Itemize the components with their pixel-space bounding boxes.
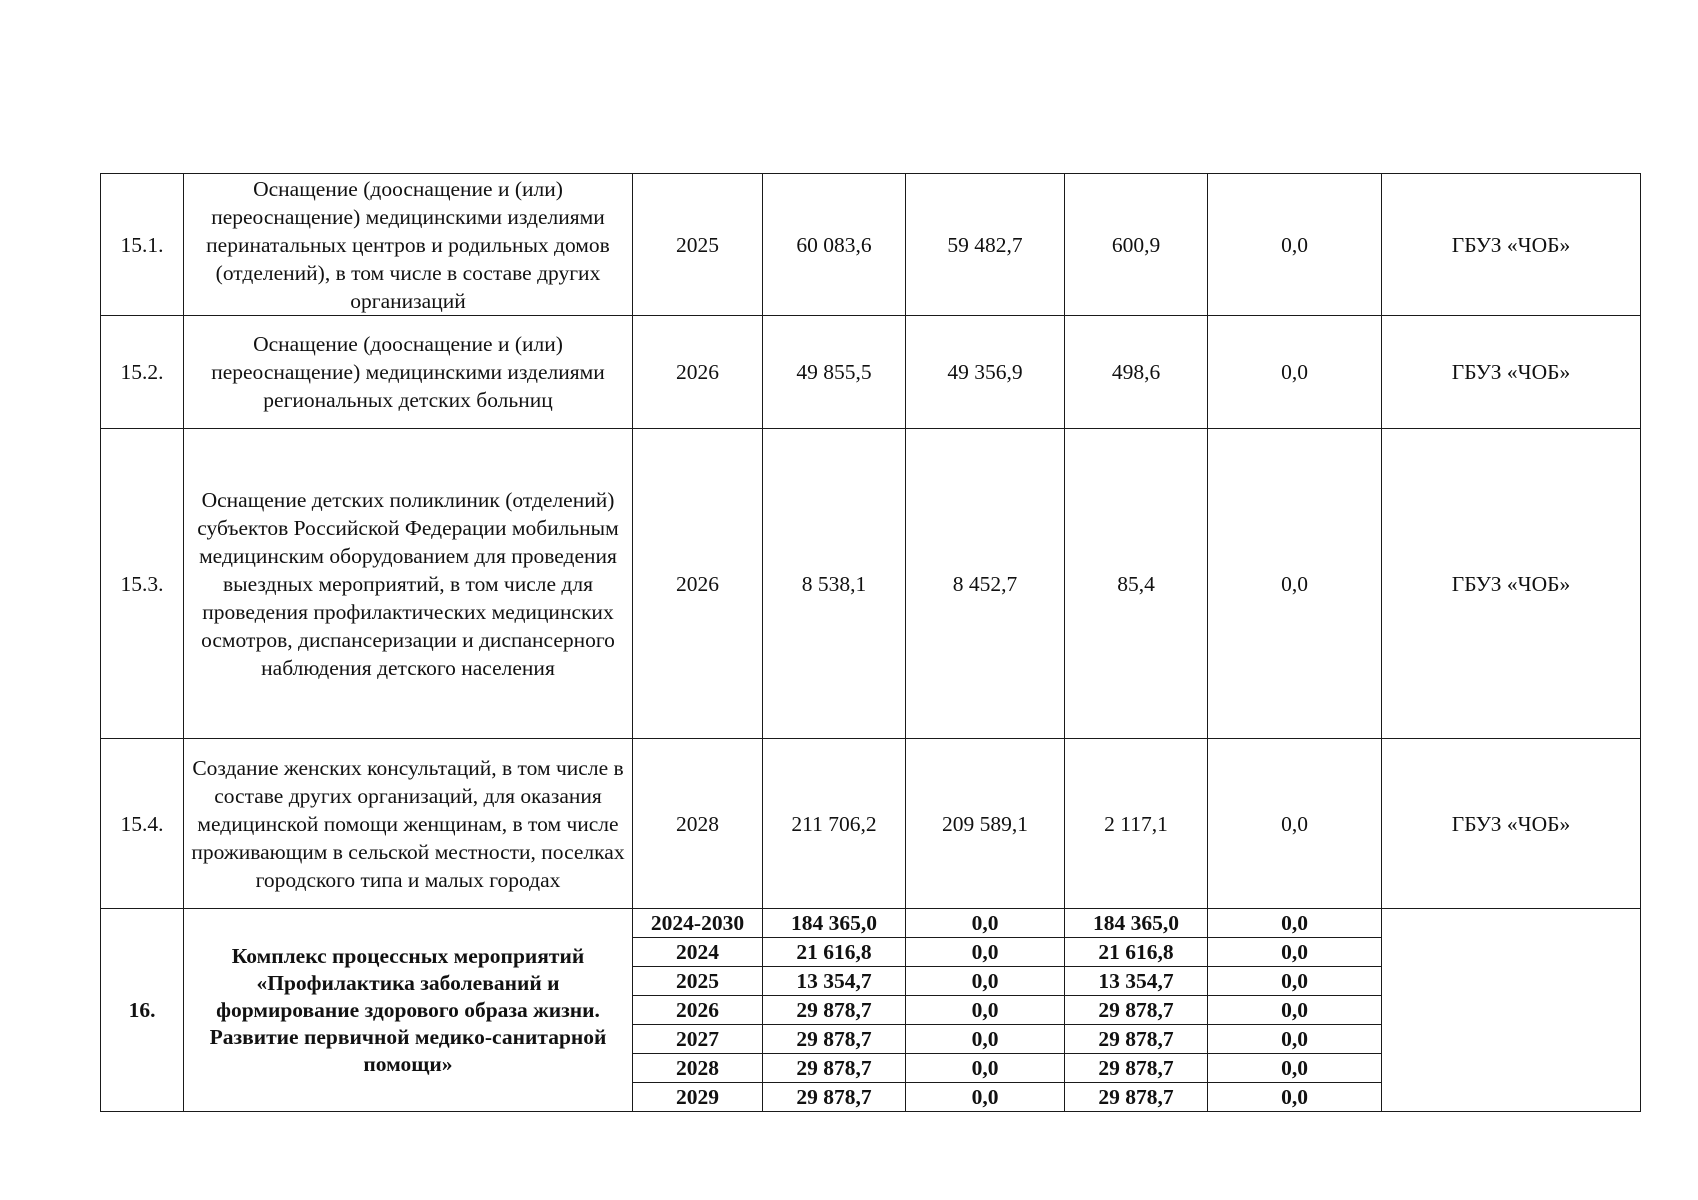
regional-budget-cell: 29 878,7 — [1065, 996, 1208, 1025]
activity-name: Создание женских консультаций, в том числе в составе других организаций, для оказания медицинской помощи женщинам, в том числе проживающим в сельской местности, поселках городского типа и малых городах — [184, 739, 633, 909]
activity-name: Оснащение (дооснащение и (или) переоснащение) медицинскими изделиями перинатальных центров и родильных домов (отделений), в том числе в составе других организаций — [184, 174, 633, 316]
regional-budget-cell: 21 616,8 — [1065, 938, 1208, 967]
year-cell: 2025 — [633, 967, 763, 996]
row-number: 15.1. — [101, 174, 184, 316]
total-cell: 29 878,7 — [763, 1054, 906, 1083]
total-cell: 8 538,1 — [763, 429, 906, 739]
year-cell: 2029 — [633, 1083, 763, 1112]
regional-budget-cell: 184 365,0 — [1065, 909, 1208, 938]
total-cell: 29 878,7 — [763, 996, 906, 1025]
year-cell: 2026 — [633, 996, 763, 1025]
row-number: 15.2. — [101, 316, 184, 429]
year-cell: 2026 — [633, 316, 763, 429]
total-cell: 29 878,7 — [763, 1083, 906, 1112]
total-cell: 60 083,6 — [763, 174, 906, 316]
activity-name: Оснащение детских поликлиник (отделений) субъектов Российской Федерации мобильным медицинским оборудованием для проведения выездных мероприятий, в том числе для проведения профилактических медицинских осмотров, диспансеризации и диспансерного наблюдения детского населения — [184, 429, 633, 739]
regional-budget-cell: 29 878,7 — [1065, 1083, 1208, 1112]
federal-budget-cell: 59 482,7 — [906, 174, 1065, 316]
year-cell: 2024 — [633, 938, 763, 967]
regional-budget-cell: 600,9 — [1065, 174, 1208, 316]
executor-cell: ГБУЗ «ЧОБ» — [1382, 429, 1641, 739]
year-cell: 2025 — [633, 174, 763, 316]
other-sources-cell: 0,0 — [1208, 429, 1382, 739]
other-sources-cell: 0,0 — [1208, 316, 1382, 429]
federal-budget-cell: 0,0 — [906, 967, 1065, 996]
federal-budget-cell: 49 356,9 — [906, 316, 1065, 429]
other-sources-cell: 0,0 — [1208, 909, 1382, 938]
regional-budget-cell: 13 354,7 — [1065, 967, 1208, 996]
row-number: 15.4. — [101, 739, 184, 909]
other-sources-cell: 0,0 — [1208, 996, 1382, 1025]
activity-name: Оснащение (дооснащение и (или) переоснащение) медицинскими изделиями региональных детских больниц — [184, 316, 633, 429]
total-cell: 211 706,2 — [763, 739, 906, 909]
total-cell: 13 354,7 — [763, 967, 906, 996]
total-cell: 184 365,0 — [763, 909, 906, 938]
other-sources-cell: 0,0 — [1208, 1054, 1382, 1083]
federal-budget-cell: 0,0 — [906, 938, 1065, 967]
total-cell: 29 878,7 — [763, 1025, 906, 1054]
federal-budget-cell: 209 589,1 — [906, 739, 1065, 909]
other-sources-cell: 0,0 — [1208, 967, 1382, 996]
other-sources-cell: 0,0 — [1208, 174, 1382, 316]
year-cell: 2027 — [633, 1025, 763, 1054]
other-sources-cell: 0,0 — [1208, 1025, 1382, 1054]
regional-budget-cell: 29 878,7 — [1065, 1025, 1208, 1054]
regional-budget-cell: 498,6 — [1065, 316, 1208, 429]
executor-cell — [1382, 909, 1641, 1112]
executor-cell: ГБУЗ «ЧОБ» — [1382, 739, 1641, 909]
federal-budget-cell: 0,0 — [906, 1054, 1065, 1083]
federal-budget-cell: 0,0 — [906, 1083, 1065, 1112]
year-cell: 2028 — [633, 1054, 763, 1083]
activity-name: Комплекс процессных мероприятий «Профилактика заболеваний и формирование здорового образа жизни. Развитие первичной медико-санитарной помощи» — [184, 909, 633, 1112]
table-row — [101, 909, 1641, 938]
total-cell: 49 855,5 — [763, 316, 906, 429]
executor-cell: ГБУЗ «ЧОБ» — [1382, 316, 1641, 429]
federal-budget-cell: 8 452,7 — [906, 429, 1065, 739]
table-row — [101, 429, 1641, 739]
regional-budget-cell: 2 117,1 — [1065, 739, 1208, 909]
table-row — [101, 739, 1641, 909]
other-sources-cell: 0,0 — [1208, 938, 1382, 967]
regional-budget-cell: 85,4 — [1065, 429, 1208, 739]
other-sources-cell: 0,0 — [1208, 739, 1382, 909]
year-cell: 2024-2030 — [633, 909, 763, 938]
federal-budget-cell: 0,0 — [906, 1025, 1065, 1054]
row-number: 16. — [101, 909, 184, 1112]
regional-budget-cell: 29 878,7 — [1065, 1054, 1208, 1083]
row-number: 15.3. — [101, 429, 184, 739]
year-cell: 2028 — [633, 739, 763, 909]
table-row — [101, 316, 1641, 429]
federal-budget-cell: 0,0 — [906, 996, 1065, 1025]
year-cell: 2026 — [633, 429, 763, 739]
total-cell: 21 616,8 — [763, 938, 906, 967]
executor-cell: ГБУЗ «ЧОБ» — [1382, 174, 1641, 316]
table-row — [101, 174, 1641, 316]
federal-budget-cell: 0,0 — [906, 909, 1065, 938]
program-activities-table — [100, 173, 1641, 1112]
other-sources-cell: 0,0 — [1208, 1083, 1382, 1112]
